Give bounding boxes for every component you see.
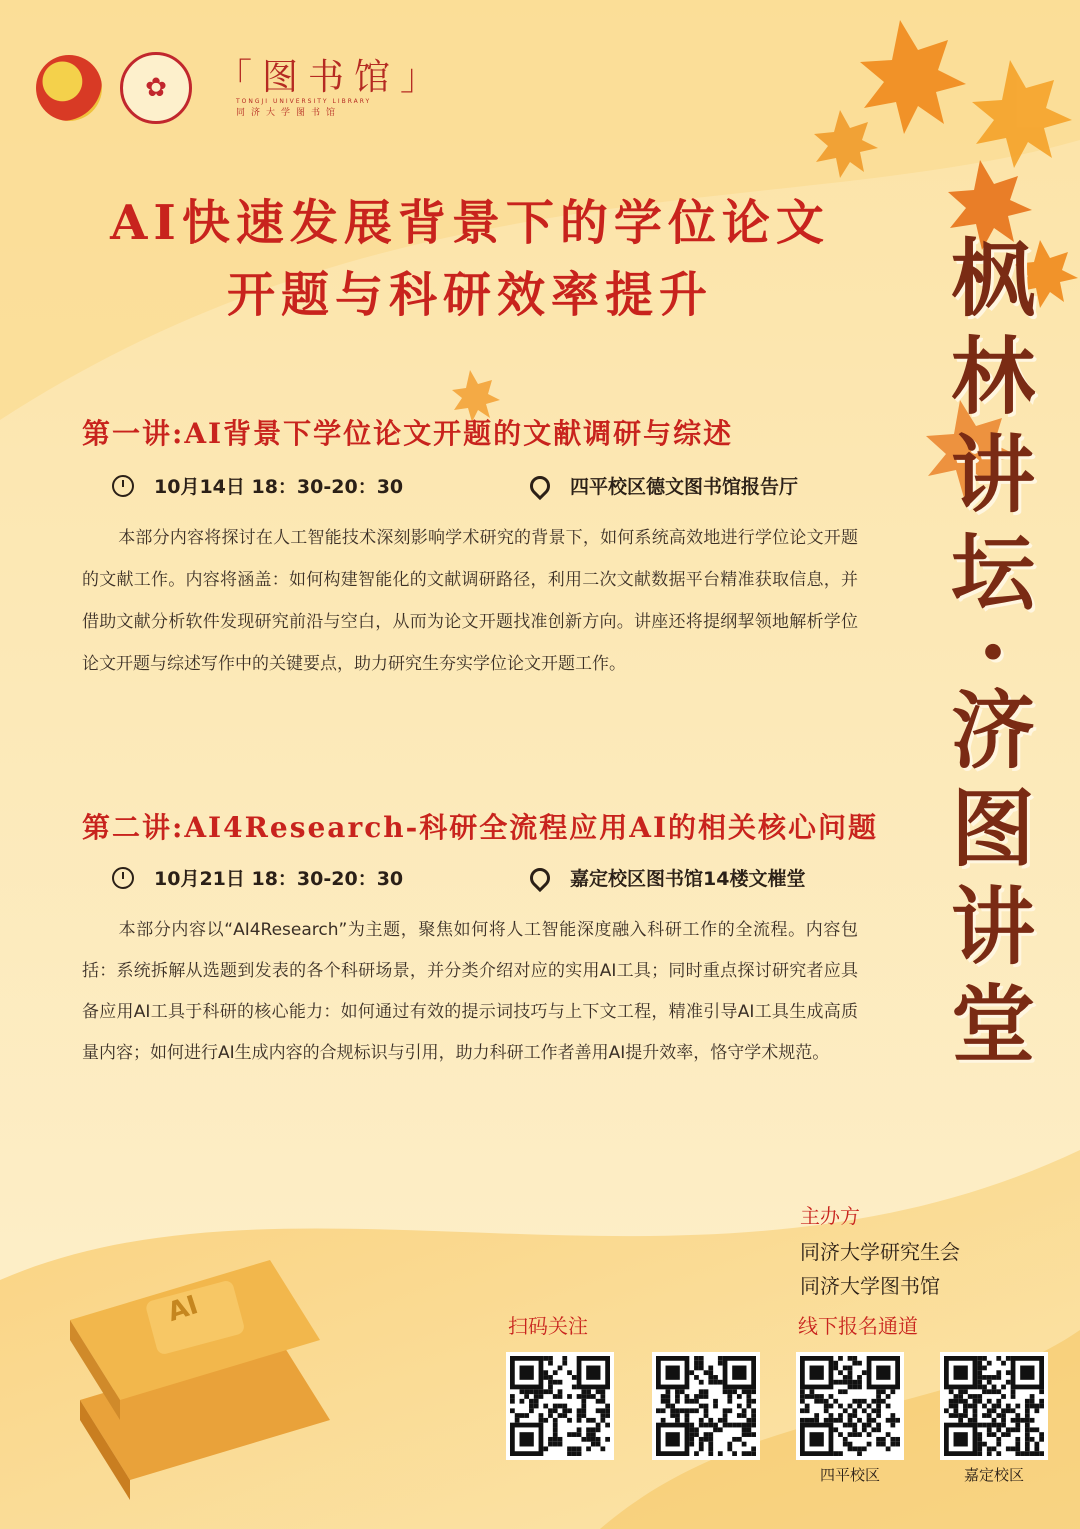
qr-code-follow-2[interactable] — [652, 1352, 760, 1460]
series-char: 林 — [950, 327, 1035, 426]
series-title-vertical — [938, 230, 1048, 1074]
qr-caption-jiading: 嘉定校区 — [963, 1466, 1024, 1484]
lecture2-description — [82, 910, 858, 1074]
lecture2-time-text: 10月21日 18：30-20：30 — [154, 868, 404, 890]
series-char: · — [978, 602, 1008, 701]
lecture1-location — [530, 472, 798, 499]
book-chip-label: AI — [164, 1290, 202, 1328]
lecture1-time-text: 10月14日 18：30-20：30 — [154, 476, 404, 498]
series-char: 济 — [950, 681, 1035, 780]
organizer-label: 主办方 — [800, 1204, 860, 1228]
library-logo-text: 「图书馆」 — [216, 57, 447, 98]
library-logo — [216, 58, 446, 118]
lecture1-title: 第一讲:AI背景下学位论文开题的文献调研与综述 — [82, 417, 734, 450]
organizer-name: 同济大学研究生会 — [800, 1240, 960, 1264]
series-char: 枫 — [950, 229, 1035, 328]
lecture1-time — [112, 472, 403, 499]
library-logo-en: TONGJI UNIVERSITY LIBRARY — [236, 98, 372, 105]
header-logos — [36, 52, 446, 124]
library-logo-cn: 同济大学图书馆 — [236, 108, 342, 118]
lecture1-location-text: 四平校区德文图书馆报告厅 — [570, 476, 799, 498]
lecture2-location-text: 嘉定校区图书馆14楼文槯堂 — [570, 868, 806, 890]
series-char: 讲 — [950, 877, 1035, 976]
main-title-line2: 开题与科研效率提升 — [226, 267, 713, 323]
lecture2-description-text: 本部分内容以“AI4Research”为主题，聚焦如何将人工智能深度融入科研工作的全流程。内容包括：系统拆解从选题到发表的各个科研场景，并分类介绍对应的实用AI工具；同时重点探讨研究者应具备应用AI工具于科研的核心能力：如何通过有效的提示词技巧与上下文工程，精准引导AI工具生成高质量内容；如何进行AI生成内容的合规标识与引用，助力科研工作者善用AI提升效率，恪守学术规范。 — [82, 920, 858, 1063]
lecture2-time — [112, 864, 403, 891]
clock-icon — [112, 475, 134, 497]
series-char: 堂 — [950, 975, 1035, 1074]
clock-icon — [112, 867, 134, 889]
lecture2-location — [530, 864, 805, 891]
series-char: 讲 — [950, 425, 1035, 524]
lecture2-title: 第二讲:AI4Research-科研全流程应用AI的相关核心问题 — [82, 811, 879, 844]
location-pin-icon — [526, 471, 554, 499]
series-char: 坛 — [950, 523, 1035, 622]
lecture1-description-text: 本部分内容将探讨在人工智能技术深刻影响学术研究的背景下，如何系统高效地进行学位论文开题的文献工作。内容将涵盖：如何构建智能化的文献调研路径，利用二次文献数据平台精准获取信息，并借助文献分析软件发现研究前沿与空白，从而为论文开题找准创新方向。讲座还将提纲挈领地解析学位论文开题与综述写作中的关键要点，助力研究生夯实学位论文开题工作。 — [82, 528, 858, 674]
qr-code-jiading[interactable] — [940, 1352, 1048, 1460]
youth-league-logo — [36, 55, 102, 121]
tongji-university-logo: ✿ — [120, 52, 192, 124]
main-title-line1: AI快速发展背景下的学位论文 — [110, 195, 830, 251]
qr-code-siping[interactable] — [796, 1352, 904, 1460]
qr-caption-siping: 四平校区 — [819, 1466, 880, 1484]
scan-follow-label: 扫码关注 — [508, 1314, 588, 1338]
location-pin-icon — [526, 863, 554, 891]
series-char: 图 — [950, 779, 1035, 878]
register-label: 线下报名通道 — [798, 1314, 918, 1338]
qr-code-follow-1[interactable] — [506, 1352, 614, 1460]
lecture1-description — [82, 517, 858, 685]
organizer-name: 同济大学图书馆 — [800, 1274, 940, 1298]
